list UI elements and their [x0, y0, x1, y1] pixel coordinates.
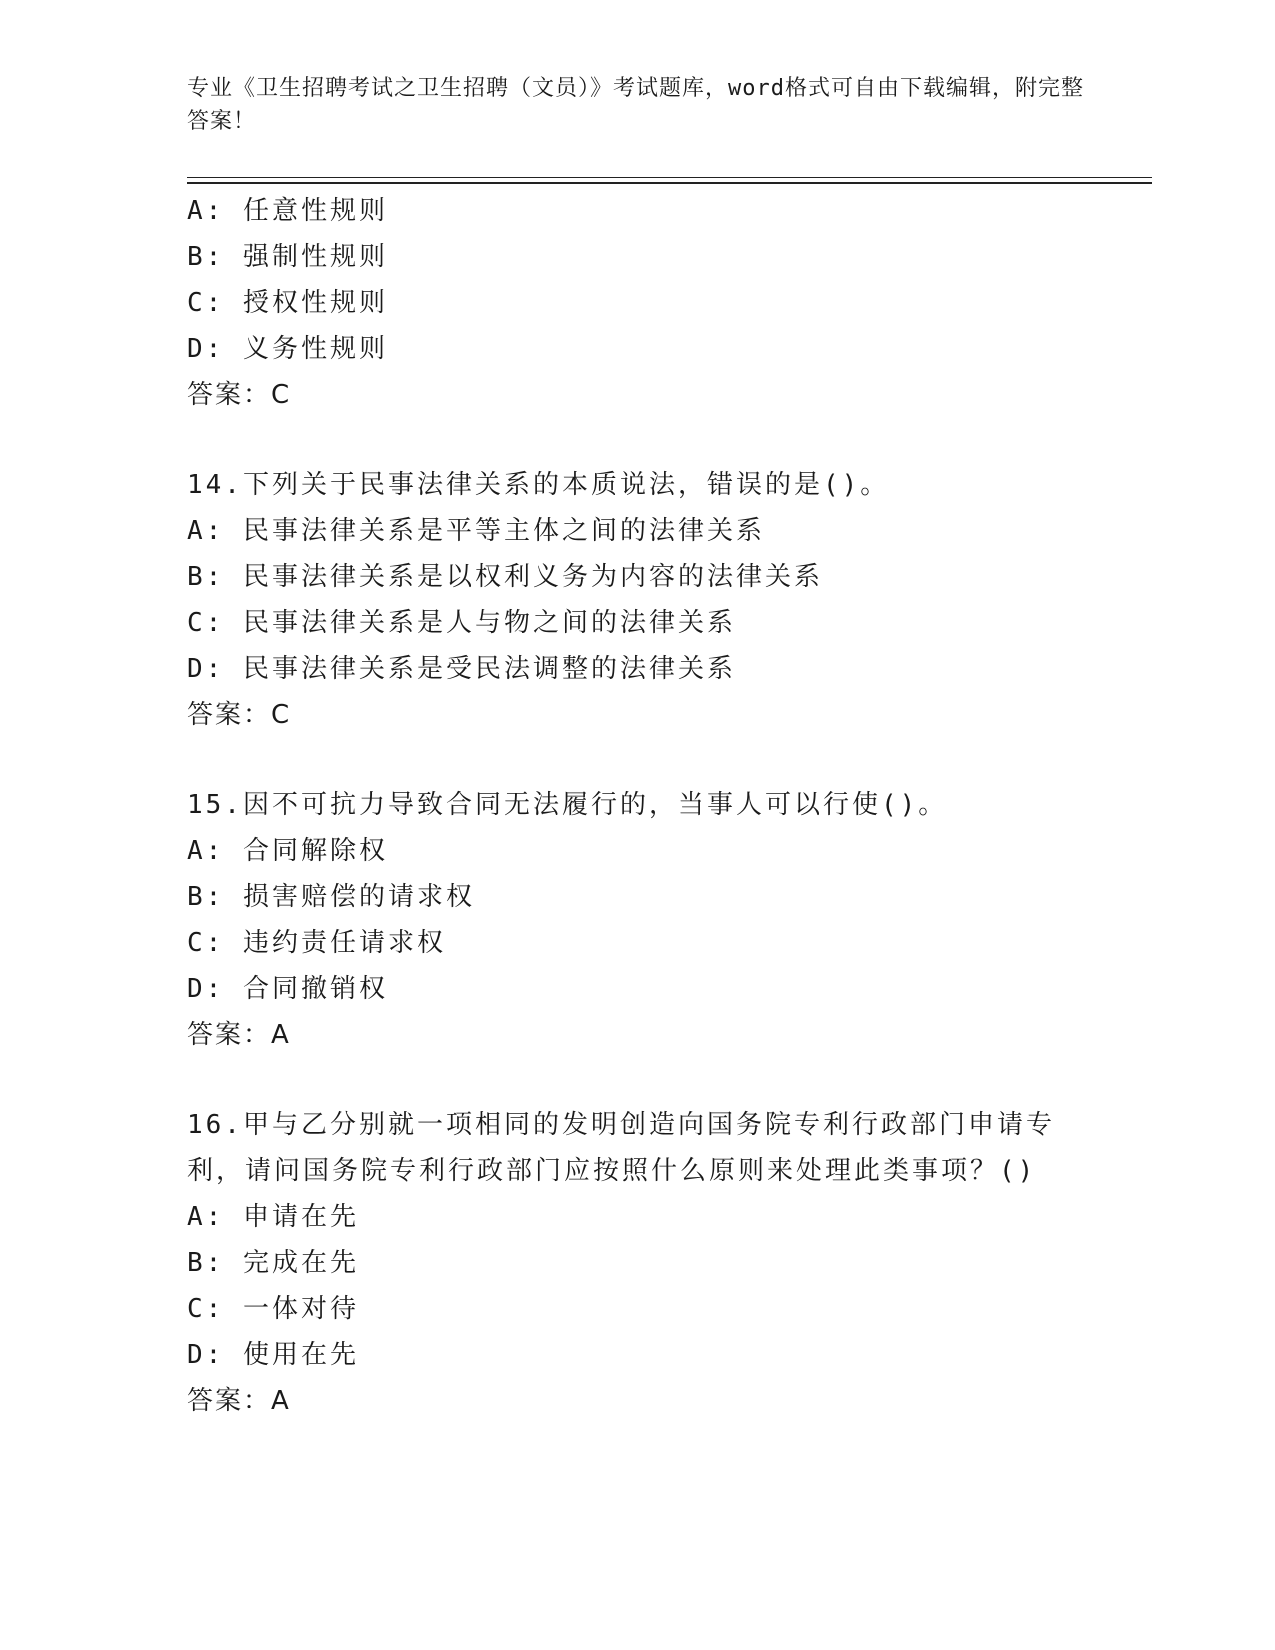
header-divider-top	[187, 177, 1152, 178]
answer-line: 答案：A	[187, 1386, 291, 1416]
document-header: 专业《卫生招聘考试之卫生招聘（文员）》考试题库，word格式可自由下载编辑，附完整答案！	[187, 76, 1084, 134]
question-15	[187, 782, 1147, 1058]
header-divider-bottom	[187, 182, 1152, 184]
option-a: A: 民事法律关系是平等主体之间的法律关系	[187, 516, 765, 546]
option-b: B: 民事法律关系是以权利义务为内容的法律关系	[187, 562, 823, 592]
answer-line: 答案：C	[187, 380, 292, 410]
option-c: C: 一体对待	[187, 1294, 359, 1324]
option-c: C: 民事法律关系是人与物之间的法律关系	[187, 608, 736, 638]
option-d: D: 义务性规则	[187, 334, 388, 364]
option-b: B: 强制性规则	[187, 242, 388, 272]
question-text: 16.甲与乙分别就一项相同的发明创造向国务院专利行政部门申请专利，请问国务院专利行政部门应按照什么原则来处理此类事项？()	[187, 1110, 1055, 1186]
option-c: C: 授权性规则	[187, 288, 388, 318]
question-text: 14.下列关于民事法律关系的本质说法，错误的是()。	[187, 470, 890, 500]
question-list	[187, 188, 1147, 1424]
option-b: B: 完成在先	[187, 1248, 359, 1278]
question-13-options	[187, 188, 1147, 418]
option-c: C: 违约责任请求权	[187, 928, 446, 958]
option-d: D: 使用在先	[187, 1340, 359, 1370]
option-a: A: 合同解除权	[187, 836, 388, 866]
option-b: B: 损害赔偿的请求权	[187, 882, 475, 912]
option-d: D: 民事法律关系是受民法调整的法律关系	[187, 654, 736, 684]
answer-line: 答案：C	[187, 700, 292, 730]
option-a: A: 任意性规则	[187, 196, 388, 226]
question-text: 15.因不可抗力导致合同无法履行的，当事人可以行使()。	[187, 790, 948, 820]
option-a: A: 申请在先	[187, 1202, 359, 1232]
question-16	[187, 1102, 1147, 1424]
answer-line: 答案：A	[187, 1020, 291, 1050]
option-d: D: 合同撤销权	[187, 974, 388, 1004]
question-14	[187, 462, 1147, 738]
